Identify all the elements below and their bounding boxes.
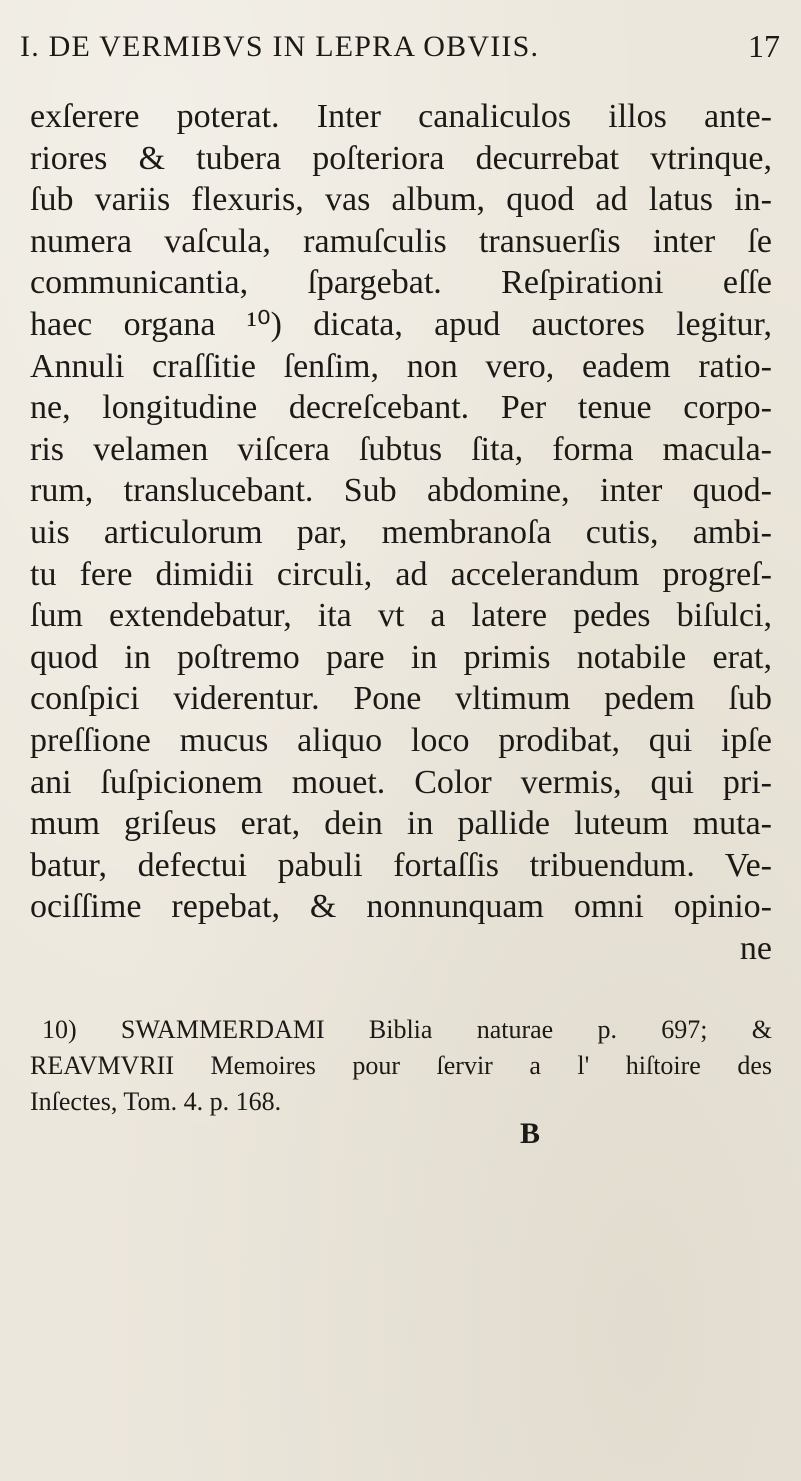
footnote-line: Inſectes, Tom. 4. p. 168.	[30, 1087, 282, 1116]
text-line: haec organa ¹⁰) dicata, apud auctores legitur,	[30, 305, 772, 343]
text-line: ociſſime repebat, & nonnunquam omni opinio-	[30, 888, 772, 926]
text-line: mum griſeus erat, dein in pallide luteum muta-	[30, 805, 772, 843]
text-line: ſum extendebatur, ita vt a latere pedes biſulci,	[30, 597, 772, 635]
footnote-line: REAVMVRII Memoires pour ſervir a l' hiſtoire des	[30, 1051, 772, 1080]
running-head-title: I. DE VERMIBVS IN LEPRA OBVIIS.	[20, 30, 540, 63]
catchword-line: ne	[739, 929, 772, 967]
page-number: 17	[748, 28, 780, 64]
main-text-block	[30, 96, 772, 969]
text-line: batur, defectui pabuli fortaſſis tribuendum. Ve-	[30, 846, 772, 884]
footnote-line: 10) SWAMMERDAMI Biblia naturae p. 697; &	[42, 1015, 772, 1044]
text-line: rum, translucebant. Sub abdomine, inter quod-	[30, 472, 772, 510]
text-line: conſpici viderentur. Pone vltimum pedem ſub	[30, 680, 772, 718]
text-line: communicantia, ſpargebat. Reſpirationi eſſe	[30, 264, 772, 302]
text-line: ne, longitudine decreſcebant. Per tenue corpo-	[30, 389, 772, 427]
text-line: exſerere poterat. Inter canaliculos illos ante-	[30, 98, 772, 135]
text-line: ani ſuſpicionem mouet. Color vermis, qui pri-	[30, 763, 772, 801]
text-line: ſub variis flexuris, vas album, quod ad latus in-	[30, 181, 772, 219]
text-line: preſſione mucus aliquo loco prodibat, qui ipſe	[30, 721, 772, 759]
text-line: tu fere dimidii circuli, ad accelerandum progreſ-	[30, 555, 772, 593]
text-line: riores & tubera poſteriora decurrebat vtrinque,	[30, 139, 772, 177]
text-line: quod in poſtremo pare in primis notabile erat,	[30, 638, 772, 676]
text-line: ris velamen viſcera ſubtus ſita, forma macula-	[30, 430, 772, 468]
text-line: uis articulorum par, membranoſa cutis, ambi-	[30, 513, 772, 551]
text-line: Annuli craſſitie ſenſim, non vero, eadem ratio-	[30, 347, 772, 385]
signature-mark: B	[520, 1117, 541, 1150]
running-header	[20, 16, 780, 76]
text-line: numera vaſcula, ramuſculis transuerſis inter ſe	[30, 222, 772, 260]
footnote-block	[30, 1012, 772, 1120]
